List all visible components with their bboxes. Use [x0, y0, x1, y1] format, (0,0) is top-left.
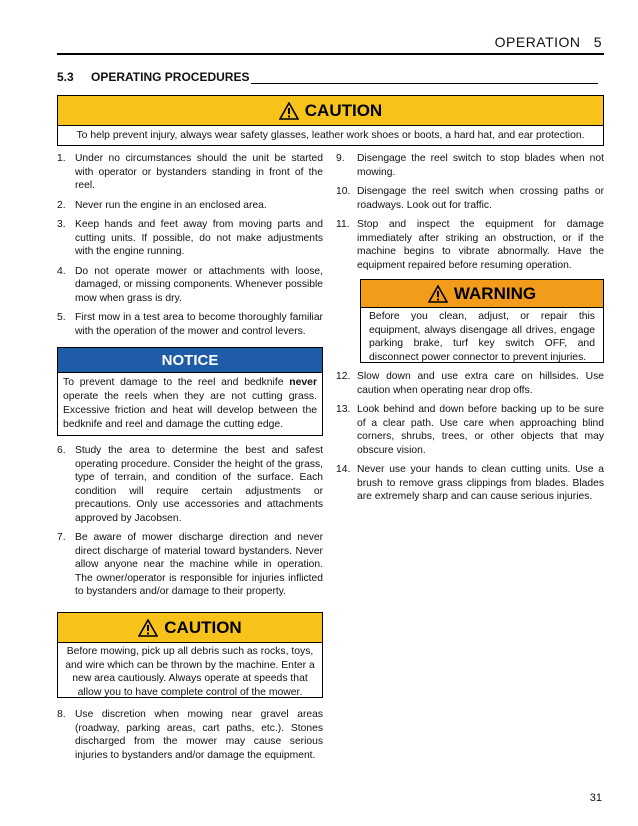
list-item: 12. Slow down and use extra care on hillsides. Use caution when operating near drop offs.: [336, 371, 604, 396]
caution-label-top: CAUTION: [304, 100, 383, 120]
list-item: 1. Under no circumstances should the unit be started with operator or bystanders standing in front of the reel.: [57, 153, 323, 191]
notice-banner: [58, 348, 322, 373]
list-item: 10. Disengage the reel switch when crossing paths or roadways. Look out for traffic.: [336, 186, 604, 211]
warning-box: [360, 279, 604, 363]
right-column-list-a: [336, 152, 604, 278]
caution-text-mid: Before mowing, pick up all debris such as rocks, toys, and wire which can be thrown by the machine. Enter a new area cautiously. Always operate at speeds that allow you to have complete control of the mower.: [65, 646, 315, 698]
caution-label-mid: CAUTION: [164, 617, 242, 637]
list-item: 2. Never run the engine in an enclosed area.: [57, 199, 267, 211]
caution-box-top: [57, 95, 604, 146]
list-item: 3. Keep hands and feet away from moving parts and cutting units. If possible, do not make adjustments with the engine running.: [57, 219, 323, 257]
list-item: 8. Use discretion when mowing near gravel areas (roadway, parking areas, cart paths, etc.). Stones discharged from the mower may cause serious injuries to bystanders and/or damage the equipment.: [57, 709, 323, 761]
warning-triangle-icon: [428, 285, 448, 303]
list-item: 6. Study the area to determine the best and safest operating procedure. Consider the height of the grass, type of terrain, and condition of the surface. Each condition will require certain adjustments or precautions. Only use accessories and attachments approved by Jacobsen.: [57, 445, 323, 524]
section-heading: [57, 70, 604, 84]
list-item: 13. Look behind and down before backing up to be sure of a clear path. Use care when approaching blind corners, shrubs, trees, or other objects that may obscure vision.: [336, 404, 604, 456]
list-item: 4. Do not operate mower or attachments with loose, damaged, or missing components. Whenever possible mow when grass is dry.: [57, 265, 323, 304]
caution-banner-mid: [58, 613, 322, 643]
caution-box-mid: [57, 612, 323, 698]
section-title-rule: [251, 73, 598, 84]
section-number: 5.3: [57, 70, 74, 84]
caution-text-top: To help prevent injury, always wear safety glasses, leather work shoes or boots, a hard hat, and ear protection.: [76, 130, 585, 141]
list-item: 14. Never use your hands to clean cutting units. Use a brush to remove grass clippings from blades. Blades are extremely sharp and can cause serious injuries.: [336, 464, 604, 502]
warning-banner: [361, 280, 603, 308]
left-column-list-a: [57, 152, 323, 344]
notice-text: To prevent damage to the reel and bedknife never operate the reels when they are not cutting grass. Excessive friction and heat will develop between the bedknife and reel and damage the cutting edge.: [63, 377, 317, 430]
warning-label: WARNING: [453, 283, 537, 303]
left-column-list-c: [57, 708, 323, 768]
warning-triangle-icon: [279, 102, 299, 120]
notice-emphasis: never: [289, 377, 317, 388]
list-item: 5. First mow in a test area to become thoroughly familiar with the operation of the mower and control levers.: [57, 312, 323, 337]
list-item: 9. Disengage the reel switch to stop blades when not mowing.: [336, 153, 604, 178]
caution-banner-top: [58, 96, 603, 126]
right-column-list-b: [336, 370, 604, 510]
notice-box: [57, 347, 323, 436]
left-column-list-b: [57, 444, 323, 605]
page-header-title: OPERATION 5: [494, 34, 602, 50]
section-title: OPERATING PROCEDURES: [91, 70, 250, 84]
list-item: 11. Stop and inspect the equipment for damage immediately after striking an obstruction, or if the machine begins to vibrate abnormally. Have the equipment repaired before resuming operation.: [336, 219, 604, 271]
page-number: 31: [589, 792, 602, 804]
warning-triangle-icon: [138, 619, 158, 637]
list-item: 7. Be aware of mower discharge direction and never direct discharge of material toward bystanders. Never allow anyone near the machine while in operation. The owner/operator is responsible for injuries inflicted to bystanders and/or damage to their property.: [57, 532, 323, 597]
header-rule: [57, 53, 604, 55]
notice-label: NOTICE: [161, 351, 219, 369]
warning-text: Before you clean, adjust, or repair this equipment, always disengage all drives, engage parking brake, turf key switch OFF, and disconnect power connector to prevent injuries.: [369, 311, 595, 363]
